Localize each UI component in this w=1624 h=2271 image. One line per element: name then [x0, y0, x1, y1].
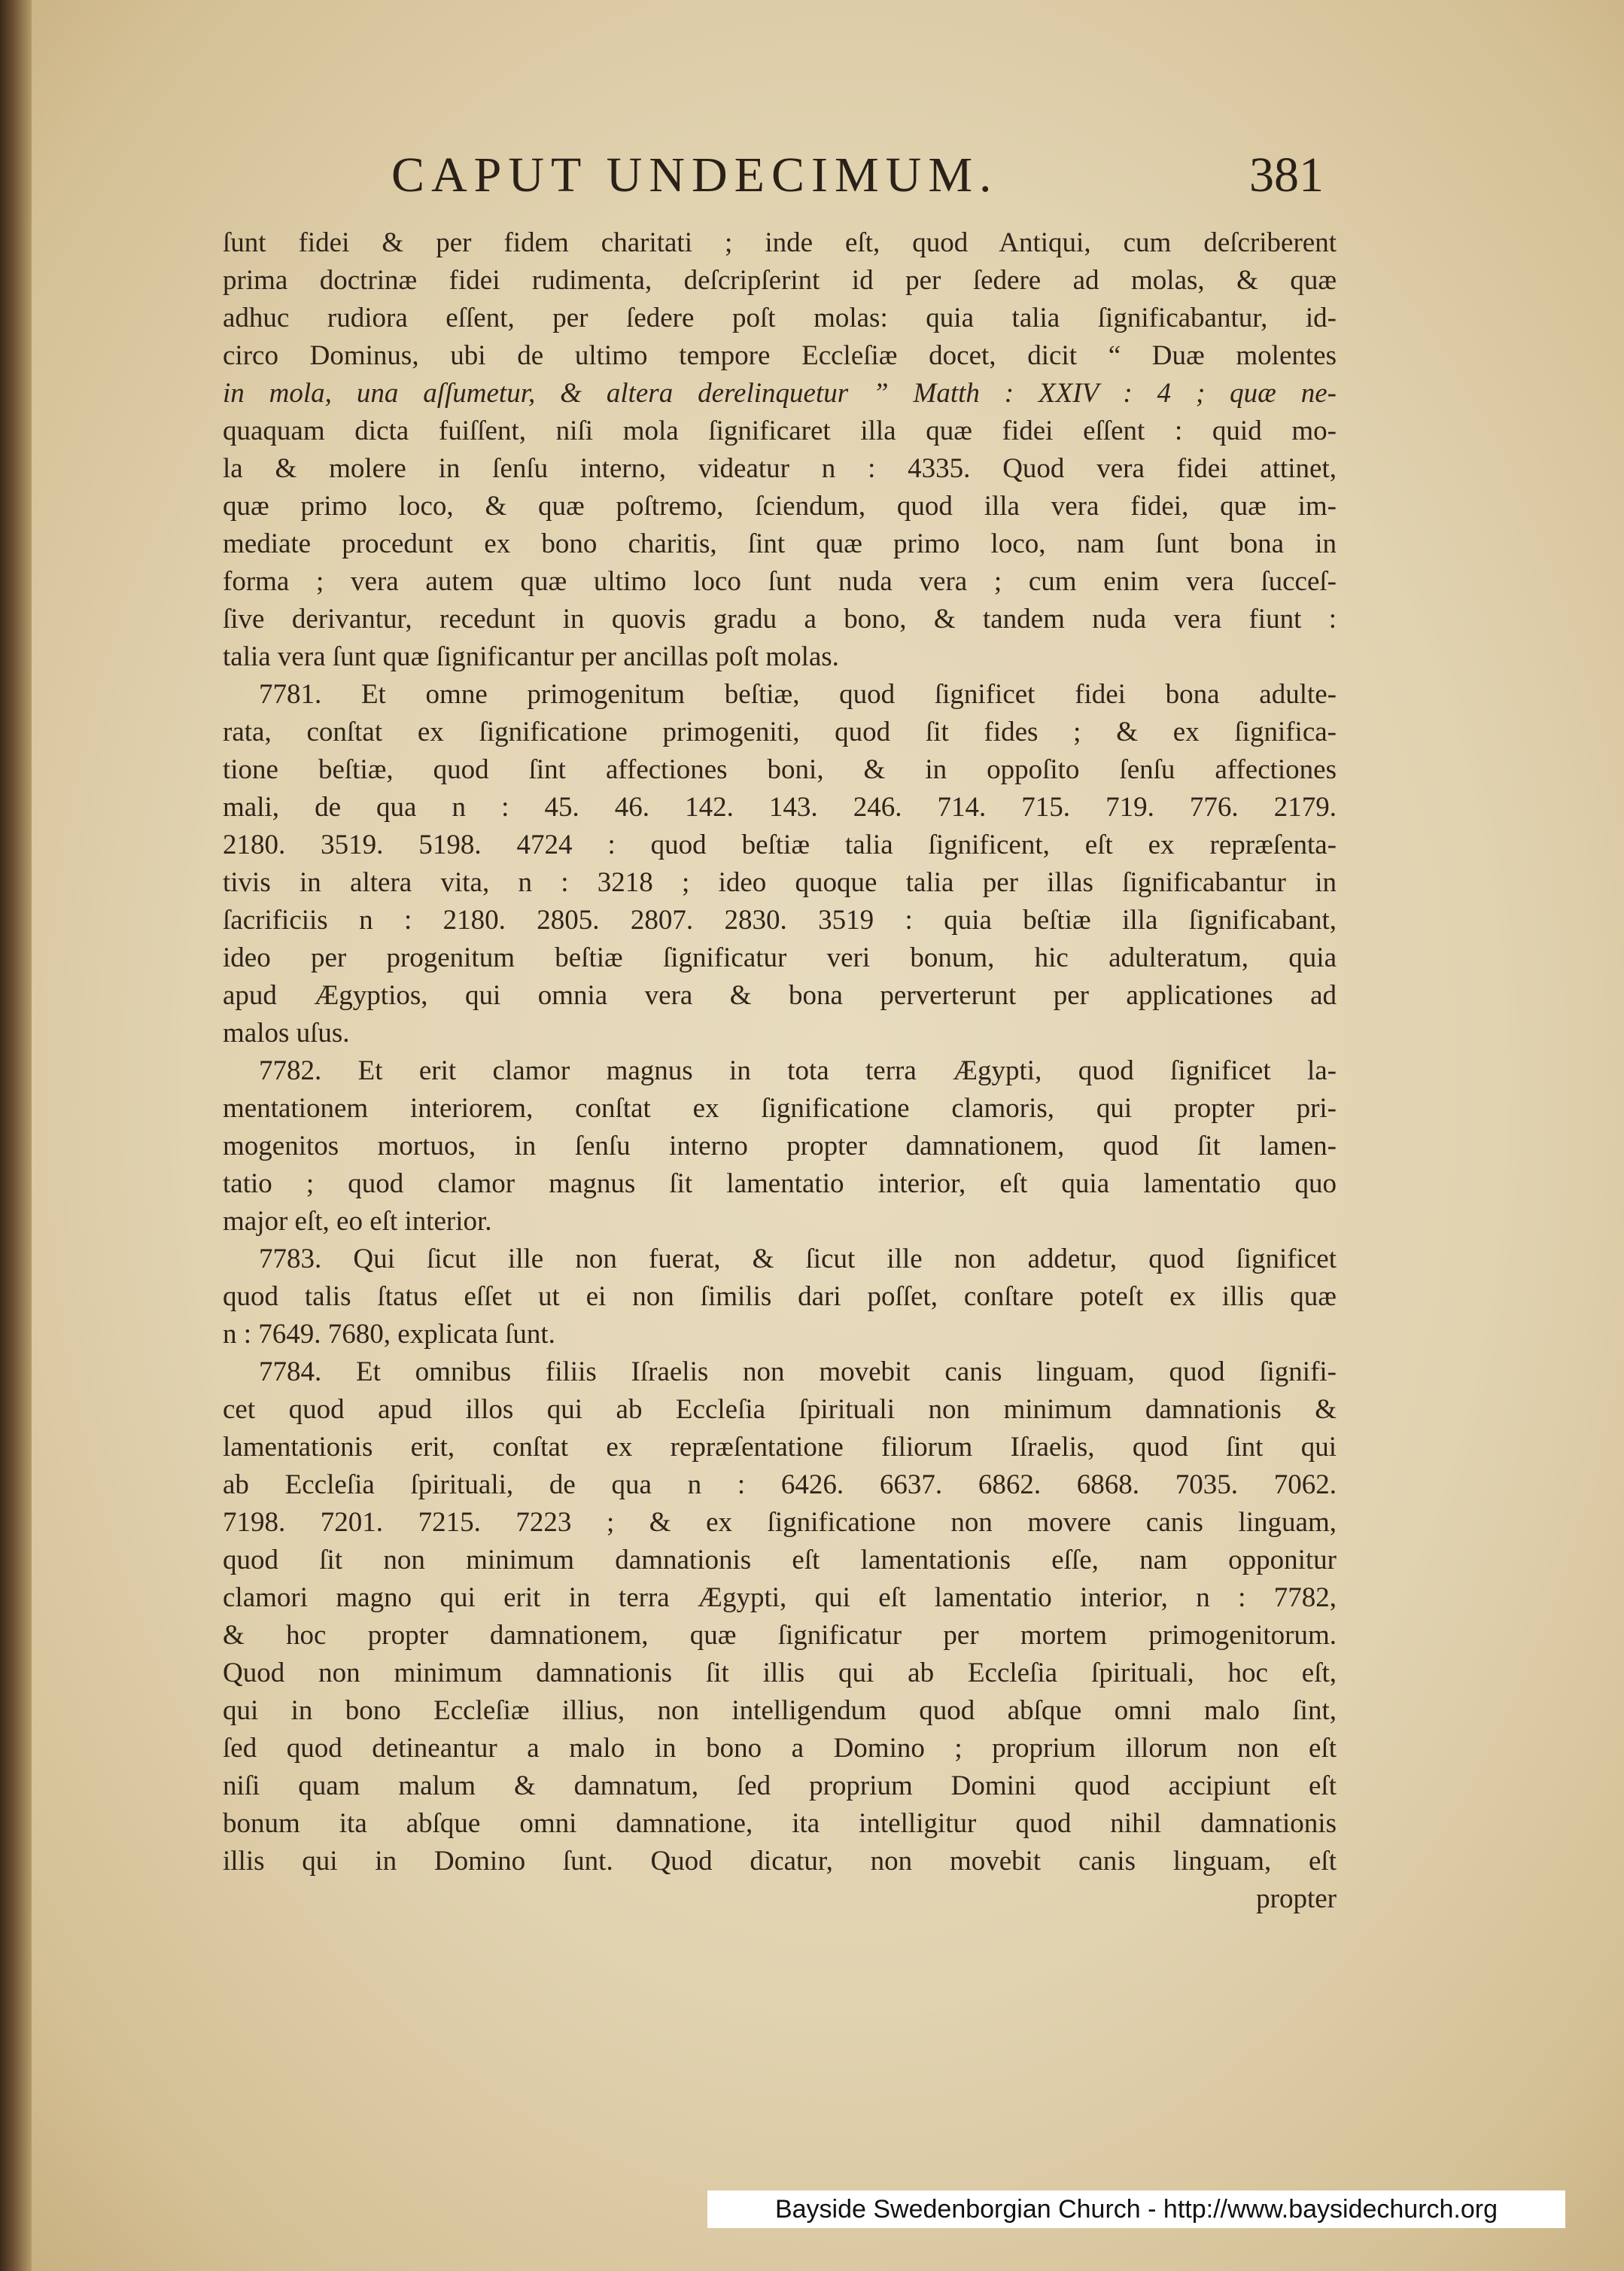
text-line: circo Dominus, ubi de ultimo tempore Eccleſiæ docet, dicit “ Duæ molentes: [223, 340, 1337, 371]
watermark-footer: Bayside Swedenborgian Church - http://www.baysidechurch.org: [707, 2190, 1565, 2228]
text-line: 7198. 7201. 7215. 7223 ; & ex ſignificatione non movere canis linguam,: [223, 1507, 1337, 1538]
binding-edge: [0, 0, 32, 2271]
text-line: niſi quam malum & damnatum, ſed proprium Domini quod accipiunt eſt: [223, 1770, 1337, 1801]
text-line: & hoc propter damnationem, quæ ſignificatur per mortem primogenitorum.: [223, 1620, 1337, 1651]
text-line: qui in bono Eccleſiæ illius, non intelligendum quod abſque omni malo ſint,: [223, 1695, 1337, 1726]
text-line: Quod non minimum damnationis ſit illis qui ab Eccleſia ſpirituali, hoc eſt,: [223, 1658, 1337, 1688]
text-line: bonum ita abſque omni damnatione, ita intelligitur quod nihil damnationis: [223, 1808, 1337, 1839]
text-line: tione beſtiæ, quod ſint affectiones boni, & in oppoſito ſenſu affectiones: [223, 754, 1337, 785]
text-line: mogenitos mortuos, in ſenſu interno propter damnationem, quod ſit lamen-: [223, 1131, 1337, 1161]
page-number: 381: [1249, 148, 1324, 202]
text-line: adhuc rudiora eſſent, per ſedere poſt molas: quia talia ſignificabantur, id-: [223, 303, 1337, 333]
text-line: tivis in altera vita, n : 3218 ; ideo quoque talia per illas ſignificabantur in: [223, 867, 1337, 898]
text-line: mediate procedunt ex bono charitis, ſint quæ primo loco, nam ſunt bona in: [223, 528, 1337, 559]
text-line: ſive derivantur, recedunt in quovis gradu a bono, & tandem nuda vera fiunt :: [223, 604, 1337, 635]
catchword: propter: [1256, 1883, 1337, 1914]
text-line: malos uſus.: [223, 1018, 350, 1049]
text-line: 2180. 3519. 5198. 4724 : quod beſtiæ talia ſignificent, eſt ex repræſenta-: [223, 830, 1337, 860]
text-line: mali, de qua n : 45. 46. 142. 143. 246. 714. 715. 719. 776. 2179.: [223, 792, 1337, 823]
text-line: n : 7649. 7680, explicata ſunt.: [223, 1319, 555, 1350]
text-line: tatio ; quod clamor magnus ſit lamentatio interior, eſt quia lamentatio quo: [223, 1168, 1337, 1199]
text-line: major eſt, eo eſt interior.: [223, 1206, 492, 1237]
text-line: ſacrificiis n : 2180. 2805. 2807. 2830. 3519 : quia beſtiæ illa ſignificabant,: [223, 905, 1337, 936]
text-line: cet quod apud illos qui ab Eccleſia ſpirituali non minimum damnationis &: [223, 1394, 1337, 1425]
running-head: CAPUT UNDECIMUM.: [391, 148, 999, 202]
text-line: lamentationis erit, conſtat ex repræſentatione filiorum Iſraelis, quod ſint qui: [223, 1432, 1337, 1463]
text-line: mentationem interiorem, conſtat ex ſignificatione clamoris, qui propter pri-: [223, 1093, 1337, 1124]
text-line: ſed quod detineantur a malo in bono a Domino ; proprium illorum non eſt: [223, 1733, 1337, 1764]
text-line: forma ; vera autem quæ ultimo loco ſunt nuda vera ; cum enim vera ſucceſ-: [223, 566, 1337, 597]
text-line: quod ſit non minimum damnationis eſt lamentationis eſſe, nam opponitur: [223, 1545, 1337, 1575]
paragraph-7784-start: 7784. Et omnibus filiis Iſraelis non movebit canis linguam, quod ſignifi-: [259, 1356, 1337, 1387]
text-line: quaquam dicta fuiſſent, niſi mola ſignificaret illa quæ fidei eſſent : quid mo-: [223, 416, 1337, 446]
text-line: la & molere in ſenſu interno, videatur n : 4335. Quod vera fidei attinet,: [223, 453, 1337, 484]
text-line: rata, conſtat ex ſignificatione primogeniti, quod ſit fides ; & ex ſignifica-: [223, 717, 1337, 747]
text-line: ſunt fidei & per fidem charitati ; inde eſt, quod Antiqui, cum deſcriberent: [223, 227, 1337, 258]
text-line: illis qui in Domino ſunt. Quod dicatur, non movebit canis linguam, eſt: [223, 1846, 1337, 1877]
text-line: talia vera ſunt quæ ſignificantur per ancillas poſt molas.: [223, 641, 839, 672]
body-text: [223, 224, 1337, 1918]
text-line: quæ primo loco, & quæ poſtremo, ſciendum, quod illa vera fidei, quæ im-: [223, 491, 1337, 522]
text-line: apud Ægyptios, qui omnia vera & bona perverterunt per applicationes ad: [223, 980, 1337, 1011]
text-line: quod talis ſtatus eſſet ut ei non ſimilis dari poſſet, conſtare poteſt ex illis quæ: [223, 1281, 1337, 1312]
text-line: in mola, una aſſumetur, & altera derelinquetur ” Matth : XXIV : 4 ; quæ ne-: [223, 378, 1337, 409]
paragraph-7783-start: 7783. Qui ſicut ille non fuerat, & ſicut ille non addetur, quod ſignificet: [259, 1244, 1337, 1274]
paragraph-7782-start: 7782. Et erit clamor magnus in tota terra Ægypti, quod ſignificet la-: [259, 1055, 1337, 1086]
text-line: prima doctrinæ fidei rudimenta, deſcripſerint id per ſedere ad molas, & quæ: [223, 265, 1337, 296]
text-line: ideo per progenitum beſtiæ ſignificatur veri bonum, hic adulteratum, quia: [223, 942, 1337, 973]
text-line: ab Eccleſia ſpirituali, de qua n : 6426. 6637. 6862. 6868. 7035. 7062.: [223, 1469, 1337, 1500]
text-line: clamori magno qui erit in terra Ægypti, qui eſt lamentatio interior, n : 7782,: [223, 1582, 1337, 1613]
paragraph-7781-start: 7781. Et omne primogenitum beſtiæ, quod ſignificet fidei bona adulte-: [259, 679, 1337, 710]
